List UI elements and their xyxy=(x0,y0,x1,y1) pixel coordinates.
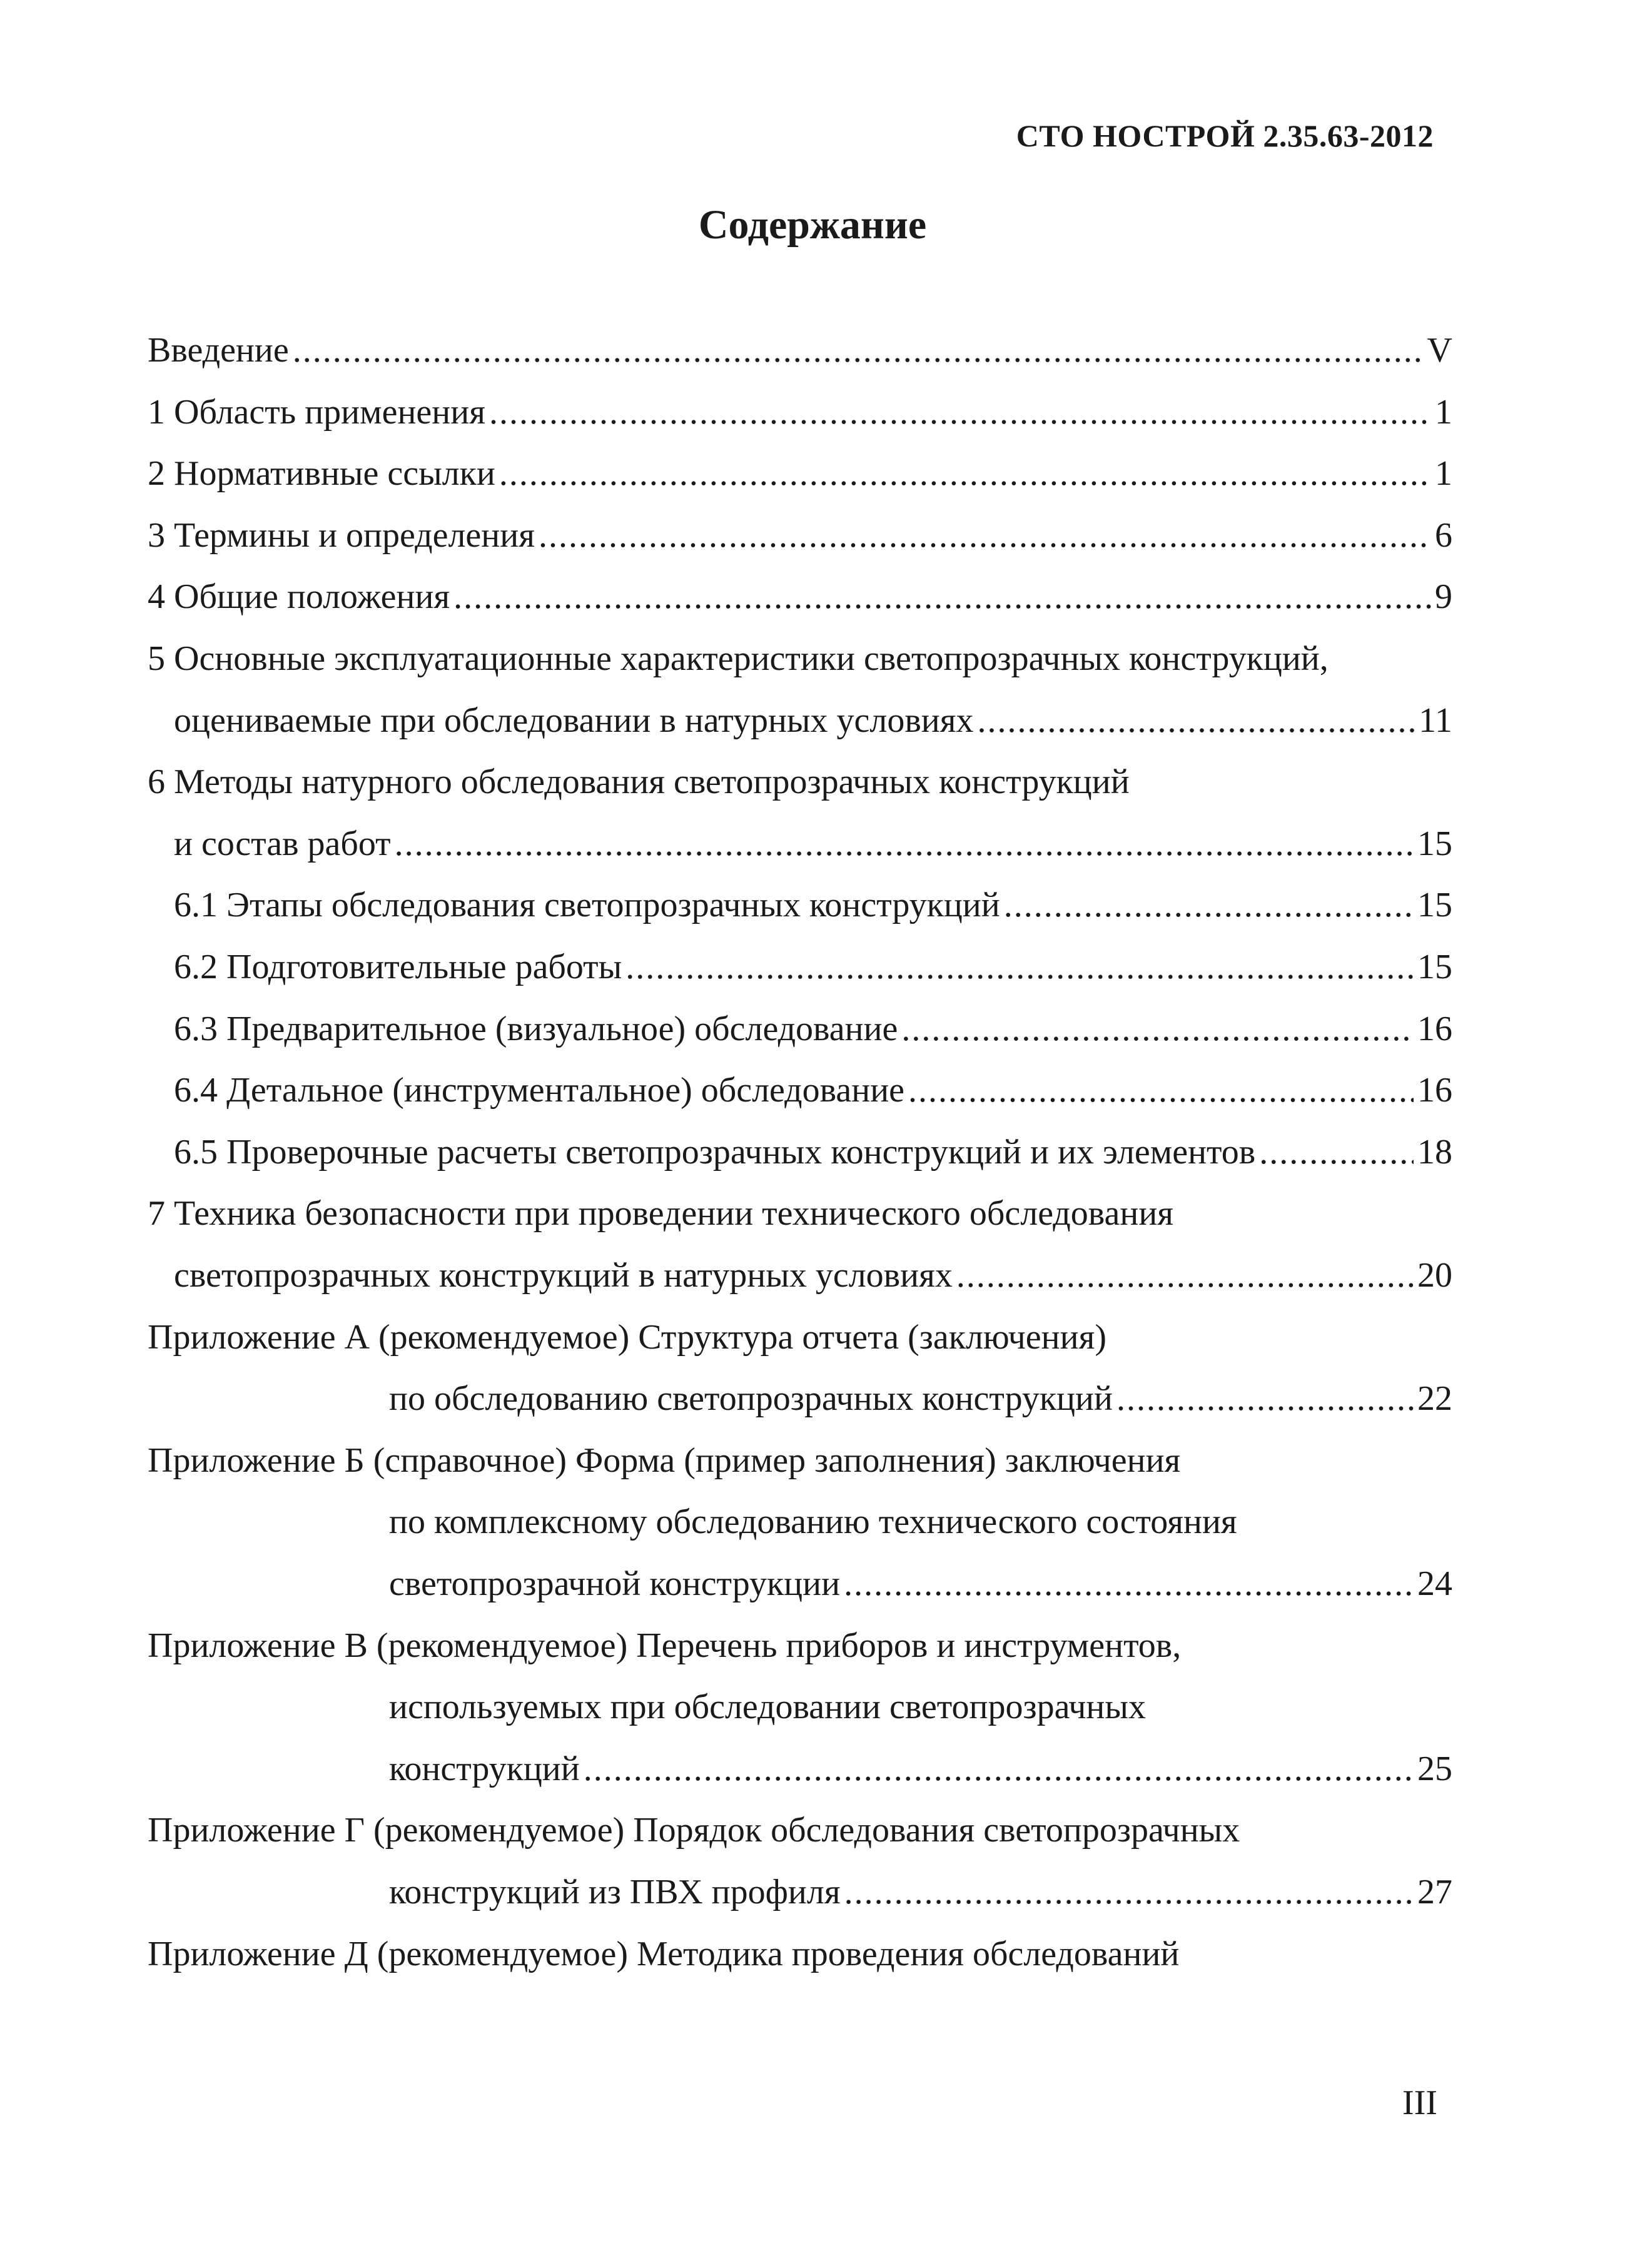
toc-entry-label: светопрозрачной конструкции xyxy=(389,1564,841,1603)
toc-entry-label: 6.2 Подготовительные работы xyxy=(174,948,622,986)
toc-entry-label: 6.1 Этапы обследования светопрозрачных конструкций xyxy=(174,886,1000,924)
toc-entry-page: 16 xyxy=(1417,1071,1452,1110)
toc-dot-leader xyxy=(625,942,1414,992)
toc-entry-label: Введение xyxy=(148,331,289,370)
toc-entry-page: 11 xyxy=(1419,701,1452,740)
toc-entry[interactable] xyxy=(148,1435,1180,1486)
toc-entry-label: 1 Область применения xyxy=(148,393,485,432)
toc-dot-leader xyxy=(901,1004,1414,1054)
toc-entry-label: 4 Общие положения xyxy=(148,577,450,616)
toc-entry-page: 15 xyxy=(1417,948,1452,986)
toc-entry-page: 24 xyxy=(1417,1564,1452,1603)
toc-entry[interactable] xyxy=(174,1250,1452,1300)
toc-entry[interactable] xyxy=(389,1744,1452,1794)
toc-entry-label: 3 Термины и определения xyxy=(148,516,535,555)
toc-entry[interactable] xyxy=(148,757,1130,807)
toc-entry-label: конструкций xyxy=(389,1749,580,1788)
toc-dot-leader xyxy=(1116,1374,1414,1424)
toc-entry[interactable] xyxy=(148,448,1452,499)
toc-dot-leader xyxy=(395,819,1414,869)
toc-entry[interactable] xyxy=(148,510,1452,560)
toc-entry[interactable] xyxy=(148,1188,1173,1238)
toc-dot-leader xyxy=(584,1744,1414,1794)
toc-entry-label: Приложение Б (справочное) Форма (пример заполнения) заключения xyxy=(148,1441,1181,1480)
toc-entry[interactable] xyxy=(148,1929,1179,1979)
toc-dot-leader xyxy=(1004,880,1414,930)
toc-entry[interactable] xyxy=(389,1559,1452,1609)
toc-entry[interactable] xyxy=(174,1065,1452,1115)
toc-entry-label: 7 Техника безопасности при проведении технического обследования xyxy=(148,1194,1174,1233)
toc-entry-label: Приложение А (рекомендуемое) Структура отчета (заключения) xyxy=(148,1318,1106,1357)
toc-entry[interactable] xyxy=(174,1127,1452,1177)
toc-dot-leader xyxy=(1259,1127,1414,1177)
toc-entry[interactable] xyxy=(174,880,1452,930)
toc-entry-page: 15 xyxy=(1417,886,1452,924)
toc-dot-leader xyxy=(499,448,1431,499)
toc-entry-page: 16 xyxy=(1417,1010,1452,1048)
toc-entry[interactable] xyxy=(174,942,1452,992)
toc-entry-page: 25 xyxy=(1417,1749,1452,1788)
toc-entry-page: 20 xyxy=(1417,1256,1452,1295)
toc-entry-label: 6.4 Детальное (инструментальное) обследование xyxy=(174,1071,905,1110)
toc-entry-label: используемых при обследовании светопрозрачных xyxy=(389,1688,1146,1726)
toc-dot-leader xyxy=(844,1867,1414,1917)
toc-entry[interactable] xyxy=(389,1867,1452,1917)
toc-entry-label: светопрозрачных конструкций в натурных условиях xyxy=(174,1256,953,1295)
toc-entry-label: по обследованию светопрозрачных конструкций xyxy=(389,1379,1113,1418)
toc-entry-page: 15 xyxy=(1417,824,1452,863)
toc-dot-leader xyxy=(978,696,1415,746)
toc-entry-label: 5 Основные эксплуатационные характеристики светопрозрачных конструкций, xyxy=(148,639,1329,678)
toc-entry[interactable] xyxy=(174,1004,1452,1054)
toc-entry-label: 6.3 Предварительное (визуальное) обследование xyxy=(174,1010,898,1048)
toc-dot-leader xyxy=(844,1559,1414,1609)
toc-entry-label: и состав работ xyxy=(174,824,391,863)
toc-entry-label: 6.5 Проверочные расчеты светопрозрачных конструкций и их элементов xyxy=(174,1133,1256,1172)
toc-entry[interactable] xyxy=(389,1374,1452,1424)
toc-entry-label: Приложение В (рекомендуемое) Перечень приборов и инструментов, xyxy=(148,1626,1182,1665)
toc-entry-label: конструкций из ПВХ профиля xyxy=(389,1873,841,1911)
page-title: Содержание xyxy=(698,202,927,248)
toc-entry[interactable] xyxy=(174,819,1452,869)
toc-entry-page: 9 xyxy=(1435,577,1452,616)
toc-dot-leader xyxy=(453,572,1431,622)
toc-entry[interactable] xyxy=(389,1497,1237,1547)
toc-entry-page: 1 xyxy=(1435,393,1452,432)
toc-entry-page: V xyxy=(1427,331,1452,370)
toc-entry-page: 18 xyxy=(1417,1133,1452,1172)
toc-entry[interactable] xyxy=(148,1805,1240,1855)
toc-entry[interactable] xyxy=(148,1312,1106,1362)
toc-entry-page: 1 xyxy=(1435,454,1452,493)
toc-dot-leader xyxy=(956,1250,1414,1300)
document-code: СТО НОСТРОЙ 2.35.63-2012 xyxy=(1016,118,1434,153)
toc-entry[interactable] xyxy=(148,634,1329,684)
toc-entry[interactable] xyxy=(389,1682,1146,1732)
toc-entry-label: оцениваемые при обследовании в натурных условиях xyxy=(174,701,974,740)
toc-dot-leader xyxy=(908,1065,1414,1115)
toc-entry[interactable] xyxy=(148,1621,1181,1671)
toc-entry-page: 27 xyxy=(1417,1873,1452,1911)
toc-entry[interactable] xyxy=(174,696,1452,746)
toc-dot-leader xyxy=(489,387,1431,437)
toc-entry-page: 6 xyxy=(1435,516,1452,555)
toc-entry[interactable] xyxy=(148,572,1452,622)
toc-entry-label: Приложение Г (рекомендуемое) Порядок обследования светопрозрачных xyxy=(148,1811,1240,1850)
page-number: III xyxy=(1402,2083,1437,2122)
toc-entry-label: 2 Нормативные ссылки xyxy=(148,454,495,493)
toc-dot-leader xyxy=(539,510,1431,560)
toc-entry-label: Приложение Д (рекомендуемое) Методика проведения обследований xyxy=(148,1935,1180,1973)
toc-entry[interactable] xyxy=(148,387,1452,437)
toc-entry-label: по комплексному обследованию технического состояния xyxy=(389,1502,1237,1541)
toc-dot-leader xyxy=(293,325,1424,375)
toc-entry[interactable] xyxy=(148,325,1452,375)
toc-entry-label: 6 Методы натурного обследования светопрозрачных конструкций xyxy=(148,762,1130,801)
toc-entry-page: 22 xyxy=(1417,1379,1452,1418)
